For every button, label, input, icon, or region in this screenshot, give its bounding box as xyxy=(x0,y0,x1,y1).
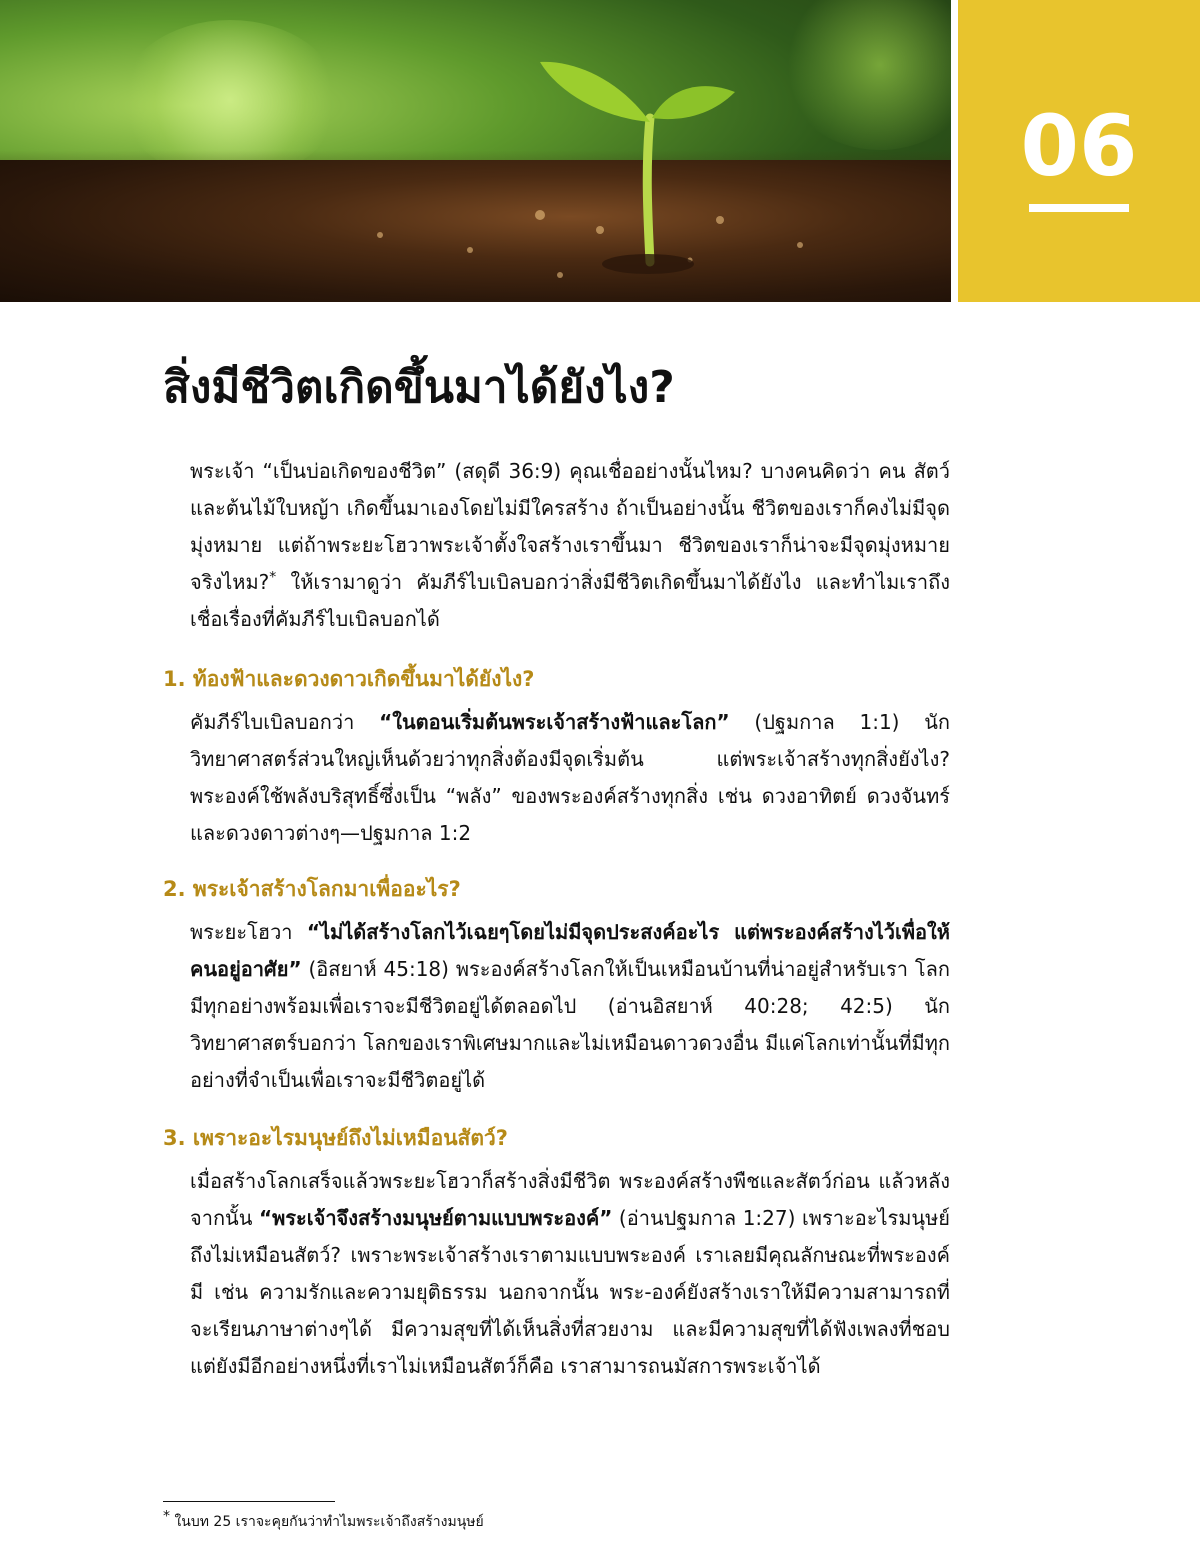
intro-text-after: ให้เรามาดูว่า คัมภีร์ไบเบิลบอกว่าสิ่งมีชีวิตเกิดขึ้นมาได้ยังไง และทำไมเราถึงเชื่อเรื่องที่คัมภีร์ไบเบิลบอกได้ xyxy=(190,570,950,631)
footnote-text: ในบท 25 เราจะคุยกันว่าทำไมพระเจ้าถึงสร้างมนุษย์ xyxy=(170,1514,484,1530)
section-heading-2: 2. พระเจ้าสร้างโลกมาเพื่ออะไร? xyxy=(163,877,461,901)
section-1-before: คัมภีร์ไบเบิลบอกว่า xyxy=(190,710,380,734)
seedling-illustration xyxy=(0,0,951,302)
intro-paragraph xyxy=(190,453,950,638)
section-3-before: เมื่อสร้างโลกเสร็จแล้วพระยะโฮวาก็สร้างสิ่งมีชีวิต พระองค์สร้างพืชและสัตว์ก่อน แล้วหลังจากนั้น xyxy=(190,1169,950,1230)
section-heading-1: 1. ท้องฟ้าและดวงดาวเกิดขึ้นมาได้ยังไง? xyxy=(163,667,535,691)
footnote-divider xyxy=(163,1501,335,1502)
intro-text: พระเจ้า “เป็นบ่อเกิดของชีวิต” (สดุดี 36:9) คุณเชื่ออย่างนั้นไหม? บางคนคิดว่า คน สัตว์ และต้นไม้ใบหญ้า เกิดขึ้นมาเองโดยไม่มีใครสร้าง ถ้าเป็นอย่างนั้น ชีวิตของเราก็คงไม่มีจุดมุ่งหมาย แต่ถ้าพระยะโฮวาพระเจ้าตั้งใจสร้างเราขึ้นมา ชีวิตของเราก็น่าจะมีจุดมุ่งหมาย จริงไหม? xyxy=(190,459,950,594)
section-2-quote: “ไม่ได้สร้างโลกไว้เฉยๆโดยไม่มีจุดประสงค์อะไร แต่พระองค์สร้างไว้เพื่อให้คนอยู่อาศัย” xyxy=(190,920,950,981)
section-3-after: (อ่านปฐมกาล 1:27) เพราะอะไรมนุษย์ถึงไม่เหมือนสัตว์? เพราะพระเจ้าสร้างเราตามแบบพระองค์ เราเลยมีคุณลักษณะที่พระองค์มี เช่น ความรักและความยุติธรรม นอกจากนั้น พระ-องค์ยังสร้างเราให้มีความสามารถที่จะเรียนภาษาต่างๆได้ มีความสุขที่ได้เห็นสิ่งที่สวยงาม และมีความสุขที่ได้ฟังเพลงที่ชอบ แต่ยังมีอีกอย่างหนึ่งที่เราไม่เหมือนสัตว์ก็คือ เราสามารถนมัสการพระเจ้าได้ xyxy=(190,1206,951,1378)
section-1-quote: “ในตอนเริ่มต้นพระเจ้าสร้างฟ้าและโลก” xyxy=(379,710,730,734)
chapter-underline xyxy=(1029,204,1129,212)
section-paragraph-2 xyxy=(190,914,950,1099)
section-heading-3: 3. เพราะอะไรมนุษย์ถึงไม่เหมือนสัตว์? xyxy=(163,1126,508,1150)
page-title: สิ่งมีชีวิตเกิดขึ้นมาได้ยังไง? xyxy=(163,362,675,413)
footnote xyxy=(163,1508,484,1533)
section-3-quote: “พระเจ้าจึงสร้างมนุษย์ตามแบบพระองค์” xyxy=(258,1206,613,1230)
chapter-badge xyxy=(958,0,1200,302)
footnote-mark[interactable]: * xyxy=(269,569,277,586)
section-2-after: (อิสยาห์ 45:18) พระองค์สร้างโลกให้เป็นเหมือนบ้านที่น่าอยู่สำหรับเรา โลกมีทุกอย่างพร้อมเพื่อเราจะมีชีวิตอยู่ได้ตลอดไป (อ่านอิสยาห์ 40:28; 42:5) นักวิทยาศาสตร์บอกว่า โลกของเราพิเศษมากและไม่เหมือนดาวดวงอื่น มีแค่โลกเท่านั้นที่มีทุกอย่างที่จำเป็นเพื่อเราจะมีชีวิตอยู่ได้ xyxy=(190,957,950,1092)
footnote-symbol: * xyxy=(163,1508,170,1525)
section-paragraph-3 xyxy=(190,1163,950,1385)
section-2-before: พระยะโฮวา xyxy=(190,920,307,944)
section-1-after: (ปฐมกาล 1:1) นักวิทยาศาสตร์ส่วนใหญ่เห็นด้วยว่าทุกสิ่งต้องมีจุดเริ่มต้น แต่พระเจ้าสร้างทุกสิ่งยังไง? พระองค์ใช้พลังบริสุทธิ์ซึ่งเป็น “พลัง” ของพระองค์สร้างทุกสิ่ง เช่น ดวงอาทิตย์ ดวงจันทร์ และดวงดาวต่างๆ—ปฐมกาล 1:2 xyxy=(190,710,950,845)
chapter-number: 06 xyxy=(1020,97,1138,195)
section-paragraph-1 xyxy=(190,704,950,852)
hero-image-seedling xyxy=(0,0,951,302)
